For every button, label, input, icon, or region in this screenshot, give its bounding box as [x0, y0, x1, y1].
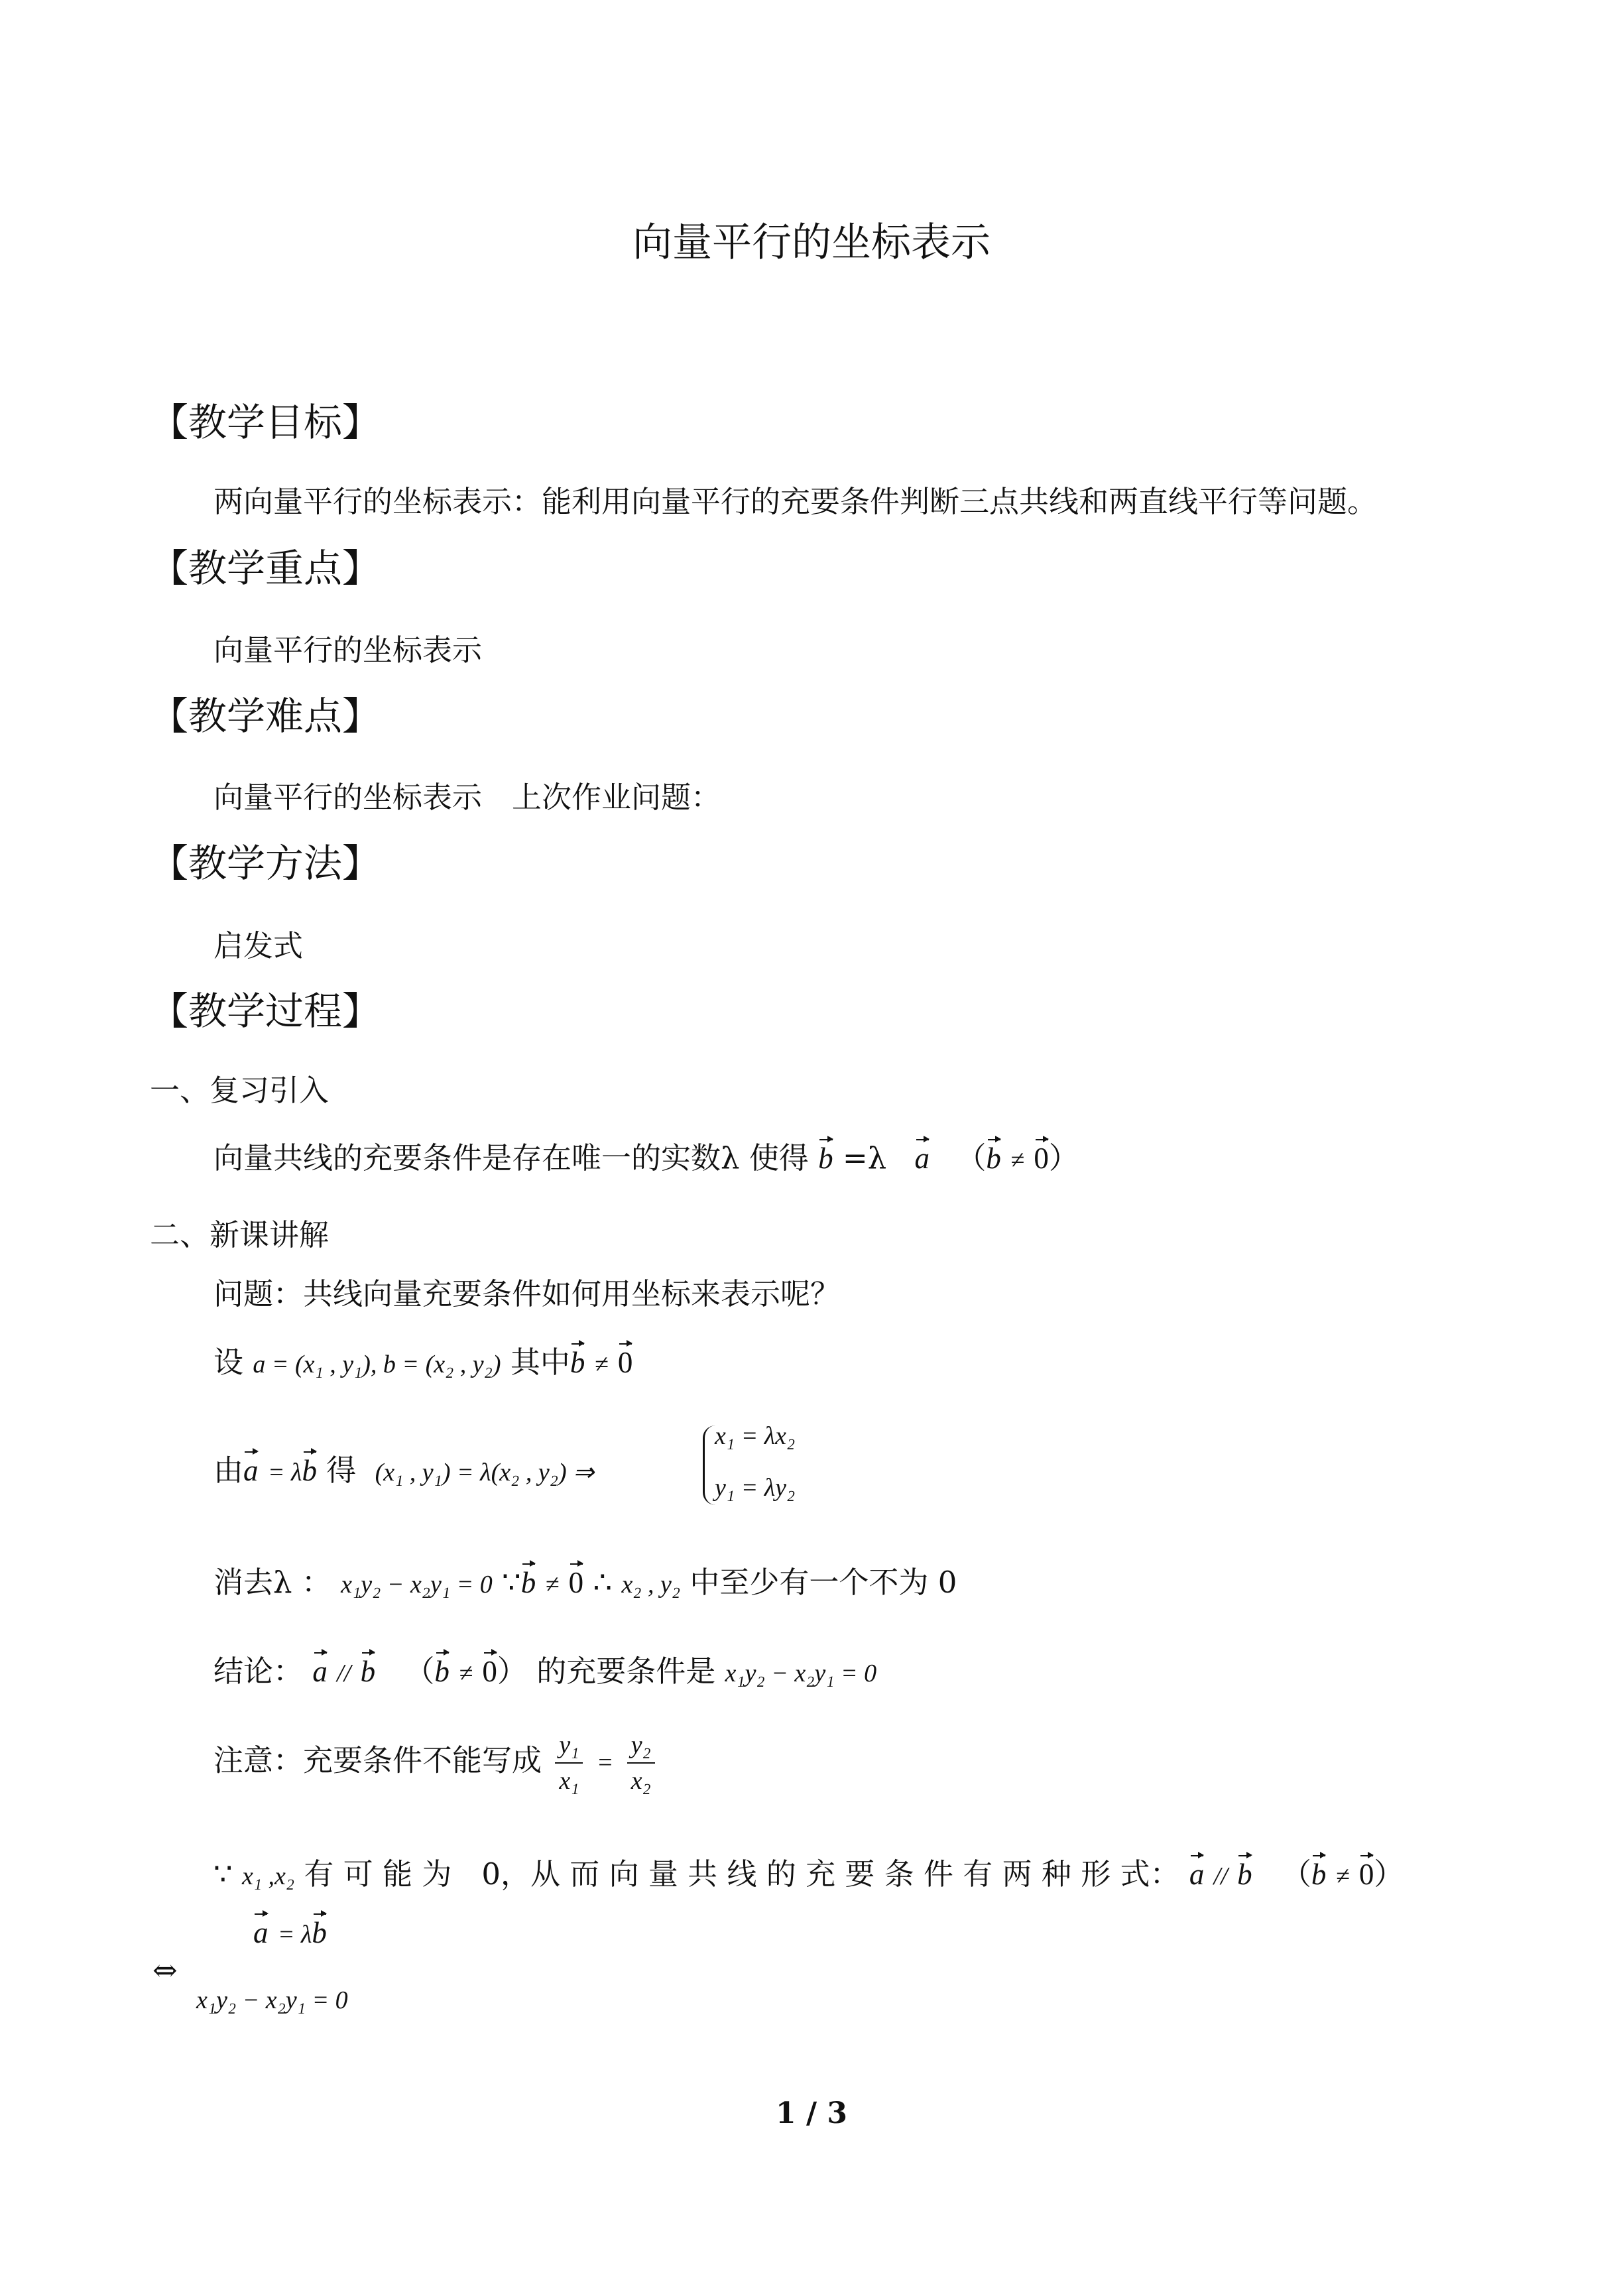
neq-sign: ≠: [1335, 1862, 1350, 1890]
vector-b: b: [302, 1454, 317, 1487]
final-line: [213, 1850, 1404, 1893]
fraction-left: [555, 1730, 583, 1795]
vector-b: b: [1311, 1858, 1327, 1891]
vector-b: b: [434, 1655, 450, 1688]
vector-b: b: [312, 1916, 327, 1949]
paren-open: （: [956, 1140, 987, 1176]
vector-b: b: [570, 1346, 585, 1379]
paren-close: ）: [1374, 1856, 1404, 1892]
question-text: 问题：共线向量充要条件如何用坐标来表示呢？: [213, 1276, 841, 1311]
set-label: 设: [213, 1345, 244, 1380]
vector-a: a: [312, 1655, 328, 1688]
paren-close: ）: [497, 1654, 527, 1689]
elimination-line: [213, 1558, 957, 1601]
paren-open: （: [404, 1654, 435, 1689]
system-eq-2: y₁ = λy₂: [715, 1474, 796, 1502]
heading-method: 【教学方法】: [150, 841, 381, 886]
part1-heading: 一、复习引入: [150, 1073, 330, 1108]
teaching-goal-text: 两向量平行的坐标表示：能利用向量平行的充要条件判断三点共线和两直线平行等问题。: [213, 484, 1378, 519]
zero-vector: 0: [617, 1346, 633, 1379]
parallel-sign: //: [1213, 1862, 1228, 1890]
zero-vector: 0: [482, 1655, 497, 1688]
setup-line: [213, 1338, 632, 1381]
fraction-right: [627, 1730, 655, 1795]
zero-vector: 0: [1358, 1858, 1374, 1891]
method-text: 启发式: [213, 928, 304, 963]
key-point-text: 向量平行的坐标表示: [213, 633, 483, 668]
frac-num-left: y₁: [555, 1730, 583, 1764]
eq-lambda: = λ: [267, 1459, 302, 1486]
setup-math: a = (x₁ , y₁), b = (x₂ , y₂): [253, 1351, 501, 1378]
note-label: 注意：充要条件不能写成: [213, 1742, 542, 1778]
lambda-eq: =λ: [842, 1140, 887, 1176]
part1-line: [213, 1134, 1079, 1177]
heading-teaching-goal: 【教学目标】: [150, 400, 381, 445]
nonzero-text: 中至少有一个不为 0: [690, 1565, 957, 1600]
iff-sign: ⇔: [152, 1953, 178, 1988]
vector-b: b: [986, 1142, 1001, 1175]
frac-eq: =: [596, 1748, 614, 1777]
zero-vector: 0: [1034, 1142, 1049, 1175]
heading-key-point: 【教学重点】: [150, 546, 381, 591]
frac-den-right: x₂: [631, 1767, 651, 1795]
zero-vector: 0: [568, 1566, 584, 1599]
difficulty-text: 向量平行的坐标表示 上次作业问题：: [213, 780, 721, 815]
part1-line-prefix: 向量共线的充要条件是存在唯一的实数λ 使得: [213, 1140, 809, 1176]
therefore-sign: ∴: [593, 1565, 613, 1600]
neq-sign: ≠: [1010, 1146, 1024, 1174]
system-brace: [703, 1425, 715, 1505]
because-sign: ∵: [213, 1856, 233, 1892]
eliminate-label: 消去λ ：: [213, 1565, 331, 1600]
vector-a: a: [914, 1142, 930, 1175]
paren-close: ）: [1048, 1140, 1079, 1176]
vector-a: a: [1189, 1858, 1205, 1891]
neq-sign: ≠: [594, 1351, 609, 1378]
vector-b: b: [360, 1655, 376, 1688]
xy2-expr: x₂ , y₂: [621, 1571, 681, 1599]
vector-a: a: [243, 1454, 259, 1487]
qizhong-label: 其中: [510, 1345, 570, 1380]
final-eq-lambda: = λ: [277, 1921, 312, 1949]
final-text: 有 可 能 为 0，从 而 向 量 共 线 的 充 要 条 件 有 两 种 形 式：: [304, 1856, 1180, 1892]
derivation-line: [213, 1446, 594, 1489]
final-form-2: x₁y₂ − x₂y₁ = 0: [196, 1986, 348, 2014]
vector-b: b: [818, 1142, 833, 1175]
page-number: 1 / 3: [776, 2096, 847, 2130]
conclusion-label: 结论：: [213, 1654, 304, 1689]
note-line: [213, 1730, 659, 1795]
neq-sign: ≠: [459, 1660, 473, 1687]
conclusion-text: 的充要条件是: [536, 1654, 716, 1689]
heading-process: 【教学过程】: [150, 989, 381, 1034]
page-title: 向量平行的坐标表示: [632, 219, 991, 266]
frac-den-left: x₁: [559, 1767, 579, 1795]
heading-difficulty: 【教学难点】: [150, 694, 381, 739]
vector-b: b: [1237, 1858, 1252, 1891]
vector-b: b: [520, 1566, 536, 1599]
conclusion-line: [213, 1647, 876, 1690]
because-sign: ∵: [502, 1565, 521, 1600]
conclusion-expr: x₁y₂ − x₂y₁ = 0: [725, 1660, 877, 1687]
coord-equation: (x₁ , y₁) = λ(x₂ , y₂) ⇒: [375, 1459, 594, 1486]
frac-num-right: y₂: [627, 1730, 655, 1764]
vector-a: a: [253, 1916, 269, 1949]
elim-expr: x₁y₂ − x₂y₁ = 0: [341, 1571, 493, 1599]
neq-sign: ≠: [545, 1571, 560, 1599]
by-label: 由: [213, 1453, 244, 1488]
final-prefix: x₁ ,x₂: [241, 1862, 295, 1890]
paren-open: （: [1281, 1856, 1311, 1892]
parallel-sign: //: [337, 1660, 351, 1687]
part2-heading: 二、新课讲解: [150, 1217, 330, 1252]
de-label: 得: [326, 1453, 357, 1488]
final-form-1: [253, 1915, 327, 1950]
system-eq-1: x₁ = λx₂: [715, 1422, 796, 1450]
